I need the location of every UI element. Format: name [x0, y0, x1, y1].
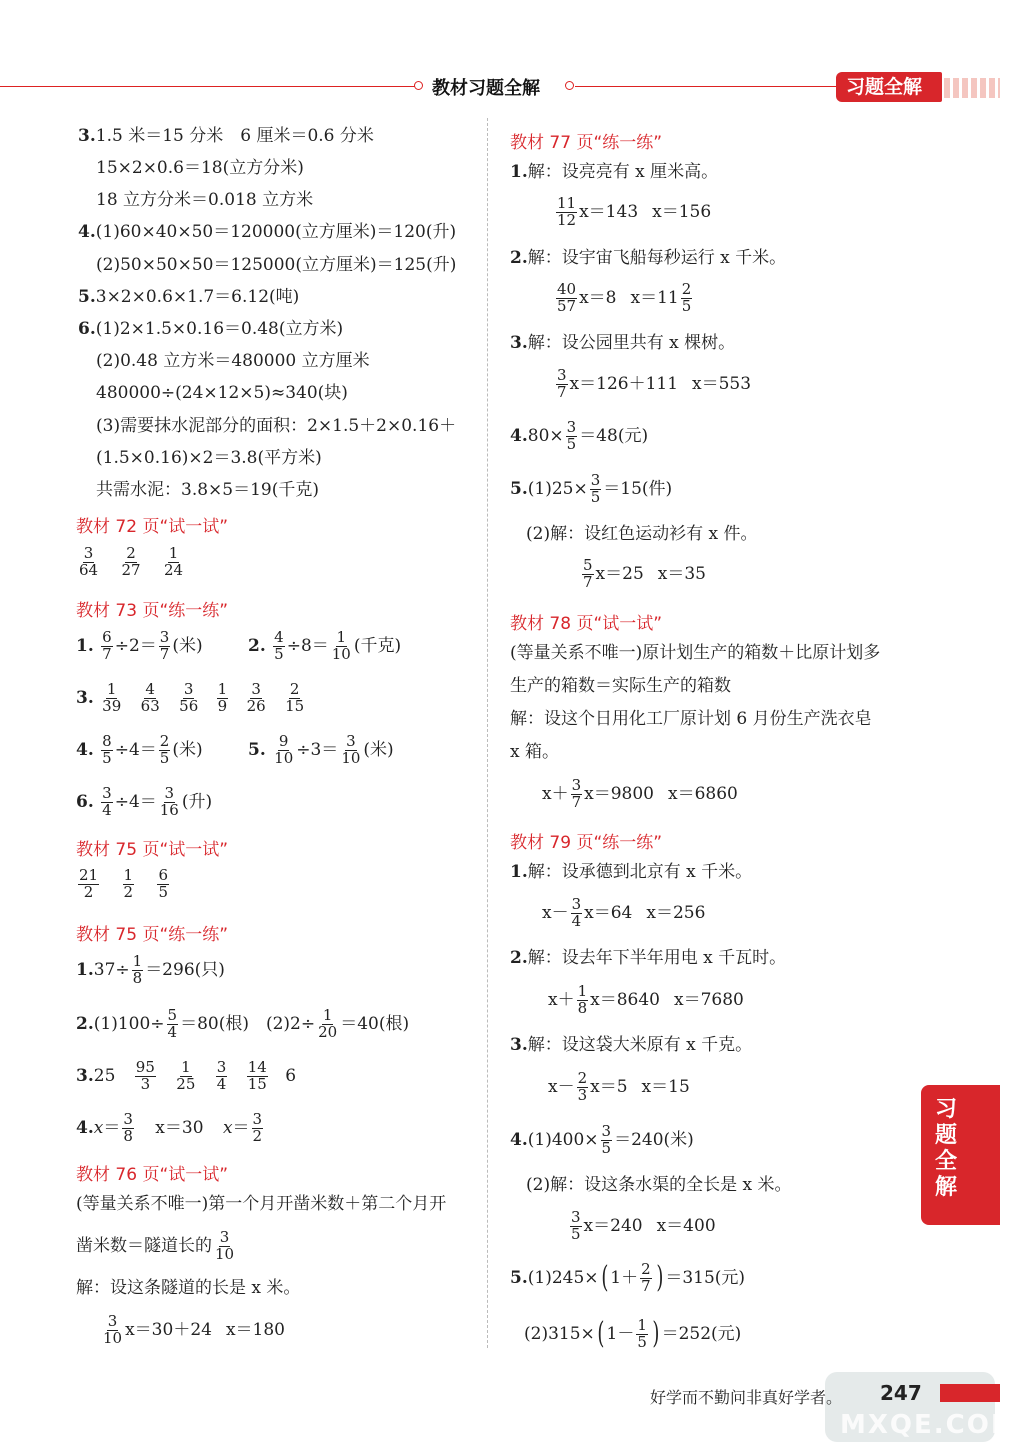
footer-bar: [940, 1384, 1000, 1402]
section-title-p72: 教材 72 页“试一试”: [76, 517, 229, 537]
p77-q2-text: 2.解：设宇宙飞船每秒运行 x 千米。: [510, 248, 787, 268]
p77-q1-eq: $\frac{11}{12}$ x＝143 x＝156: [557, 194, 712, 229]
p78-equation: x＋ $\frac{3}{7}$ x＝9800 x＝6860: [542, 776, 738, 811]
p73-q3: 3. $\frac{1}{39}$ $\frac{4}{63}$ $\frac{3}{56}$ $\frac{1}{9}$ $\frac{3}{26}$ $\frac{2}{15}$: [76, 680, 305, 715]
header-rule-right: [575, 86, 837, 87]
p78-line2: 生产的箱数＝实际生产的箱数: [510, 676, 731, 696]
section-title-p76: 教材 76 页“试一试”: [76, 1165, 229, 1185]
p78-line3: 解：设这个日用化工厂原计划 6 月份生产洗衣皂: [510, 709, 872, 729]
side-tab-label: 习题全解: [935, 1097, 958, 1200]
p77-q5-eq: $\frac{5}{7}$ x＝25 x＝35: [583, 556, 707, 591]
p76-line2: 凿米数＝隧道长的 $\frac{3}{10}$: [76, 1228, 235, 1263]
fraction: $\frac{3}{64}$: [79, 544, 99, 579]
left-q3-line2: 15×2×0.6＝18(立方分米): [96, 158, 304, 178]
p76-line1: (等量关系不唯一)第一个月开凿米数＋第二个月开: [76, 1194, 447, 1214]
fraction: $\frac{2}{27}$: [121, 544, 141, 579]
p79-q5-line2: (2)315×( 1－ $\frac{1}{5}$ ) ＝252(元): [524, 1316, 742, 1352]
p79-q1-eq: x－ $\frac{3}{4}$ x＝64 x＝256: [542, 895, 706, 930]
p75-try-answers: $\frac{21}{2}$ $\frac{1}{2}$ $\frac{6}{5}$: [79, 866, 168, 901]
p79-q2-eq: x＋ $\frac{1}{8}$ x＝8640 x＝7680: [548, 982, 744, 1017]
section-title-p79: 教材 79 页“练一练”: [510, 833, 663, 853]
left-q3-line3: 18 立方分米＝0.018 立方米: [96, 190, 314, 210]
p76-line3: 解：设这条隧道的长是 x 米。: [76, 1278, 301, 1298]
fraction: $\frac{1}{24}$: [164, 544, 184, 579]
left-q6-line4: (3)需要抹水泥部分的面积：2×1.5＋2×0.16＋: [96, 416, 457, 436]
column-divider: [487, 118, 488, 1348]
p77-q5-line2: (2)解：设红色运动衫有 x 件。: [526, 524, 758, 544]
footer-motto: 好学而不勤问非真好学者。: [650, 1388, 843, 1407]
section-title-p73: 教材 73 页“练一练”: [76, 601, 229, 621]
header-rule-dot-left: [414, 81, 423, 90]
p77-q1-text: 1.解：设亮亮有 x 厘米高。: [510, 162, 719, 182]
p78-line1: (等量关系不唯一)原计划生产的箱数＋比原计划多: [510, 643, 881, 663]
left-q4-line2: (2)50×50×50＝125000(立方厘米)＝125(升): [96, 255, 457, 275]
p73-q5: 5. $\frac{9}{10}$ ÷3＝ $\frac{3}{10}$ (米): [248, 732, 394, 767]
p73-q4: 4. $\frac{8}{5}$ ÷4＝ $\frac{2}{5}$ (米): [76, 732, 203, 767]
p76-equation: $\frac{3}{10}$ x＝30＋24 x＝180: [103, 1312, 285, 1347]
p79-q3-eq: x－ $\frac{2}{3}$ x＝5 x＝15: [548, 1069, 690, 1104]
p77-q5-line1: 5.(1)25× $\frac{3}{5}$ ＝15(件): [510, 471, 673, 506]
watermark-text: MXQE.COM: [840, 1410, 1019, 1440]
p79-q1-text: 1.解：设承德到北京有 x 千米。: [510, 862, 753, 882]
p75-q4: 4.x＝ $\frac{3}{8}$ x＝30 x＝ $\frac{3}{2}$: [76, 1110, 263, 1145]
p73-q1: 1. $\frac{6}{7}$ ÷2＝ $\frac{3}{7}$ (米): [76, 628, 203, 663]
p77-q3-eq: $\frac{3}{7}$ x＝126＋111 x＝553: [557, 366, 752, 401]
left-q4-line1: 4.(1)60×40×50＝120000(立方厘米)＝120(升): [78, 222, 457, 242]
p79-q4-line1: 4.(1)400× $\frac{3}{5}$ ＝240(米): [510, 1122, 694, 1157]
header-rule-left: [0, 86, 418, 87]
p79-q4-eq: $\frac{3}{5}$ x＝240 x＝400: [571, 1208, 716, 1243]
left-q6-line6: 共需水泥：3.8×5＝19(千克): [96, 480, 319, 500]
p75-q1: 1.37÷ $\frac{1}{8}$ ＝296(只): [76, 952, 225, 987]
page-number: 247: [880, 1381, 922, 1405]
section-title-p75-try: 教材 75 页“试一试”: [76, 840, 229, 860]
header-stripes: [944, 78, 1000, 98]
p79-q2-text: 2.解：设去年下半年用电 x 千瓦时。: [510, 948, 787, 968]
section-title-p78: 教材 78 页“试一试”: [510, 614, 663, 634]
p79-q4-line2: (2)解：设这条水渠的全长是 x 米。: [526, 1175, 792, 1195]
p77-q2-eq: $\frac{40}{57}$ x＝8 x＝11 $\frac{2}{5}$: [557, 280, 692, 315]
header-rule-dot-right: [565, 81, 574, 90]
section-title-p77: 教材 77 页“练一练”: [510, 133, 663, 153]
p79-q5-line1: 5.(1)245×( 1＋ $\frac{2}{7}$ ) ＝315(元): [510, 1260, 746, 1296]
header-badge: 习题全解: [836, 72, 942, 102]
p75-q3: 3.25 $\frac{95}{3}$ $\frac{1}{25}$ $\frac{3}{4}$ $\frac{14}{15}$ 6: [76, 1058, 297, 1093]
p78-line4: x 箱。: [510, 742, 559, 762]
left-q6-line3: 480000÷(24×12×5)≈340(块): [96, 383, 348, 403]
p72-answers: [76, 546, 186, 579]
section-title-p75-practice: 教材 75 页“练一练”: [76, 925, 229, 945]
left-q5-line1: 5.3×2×0.6×1.7＝6.12(吨): [78, 287, 300, 307]
p73-q6: 6. $\frac{3}{4}$ ÷4＝ $\frac{3}{16}$ (升): [76, 784, 213, 819]
p79-q3-text: 3.解：设这袋大米原有 x 千克。: [510, 1035, 753, 1055]
side-tab: [921, 1085, 1000, 1225]
header-title: 教材习题全解: [432, 78, 540, 99]
left-q6-line2: (2)0.48 立方米＝480000 立方厘米: [96, 351, 370, 371]
p77-q4: 4.80× $\frac{3}{5}$ ＝48(元): [510, 418, 649, 453]
p77-q3-text: 3.解：设公园里共有 x 棵树。: [510, 333, 736, 353]
p75-q2: 2.(1)100÷ $\frac{5}{4}$ ＝80(根) (2)2÷ $\frac{1}{20}$ ＝40(根): [76, 1006, 410, 1041]
left-q6-line5: (1.5×0.16)×2＝3.8(平方米): [96, 448, 322, 468]
p73-q2: 2. $\frac{4}{5}$ ÷8＝ $\frac{1}{10}$ (千克): [248, 628, 402, 663]
left-q3-line1: 3.1.5 米＝15 分米 6 厘米＝0.6 分米: [78, 126, 374, 146]
left-q6-line1: 6.(1)2×1.5×0.16＝0.48(立方米): [78, 319, 344, 339]
